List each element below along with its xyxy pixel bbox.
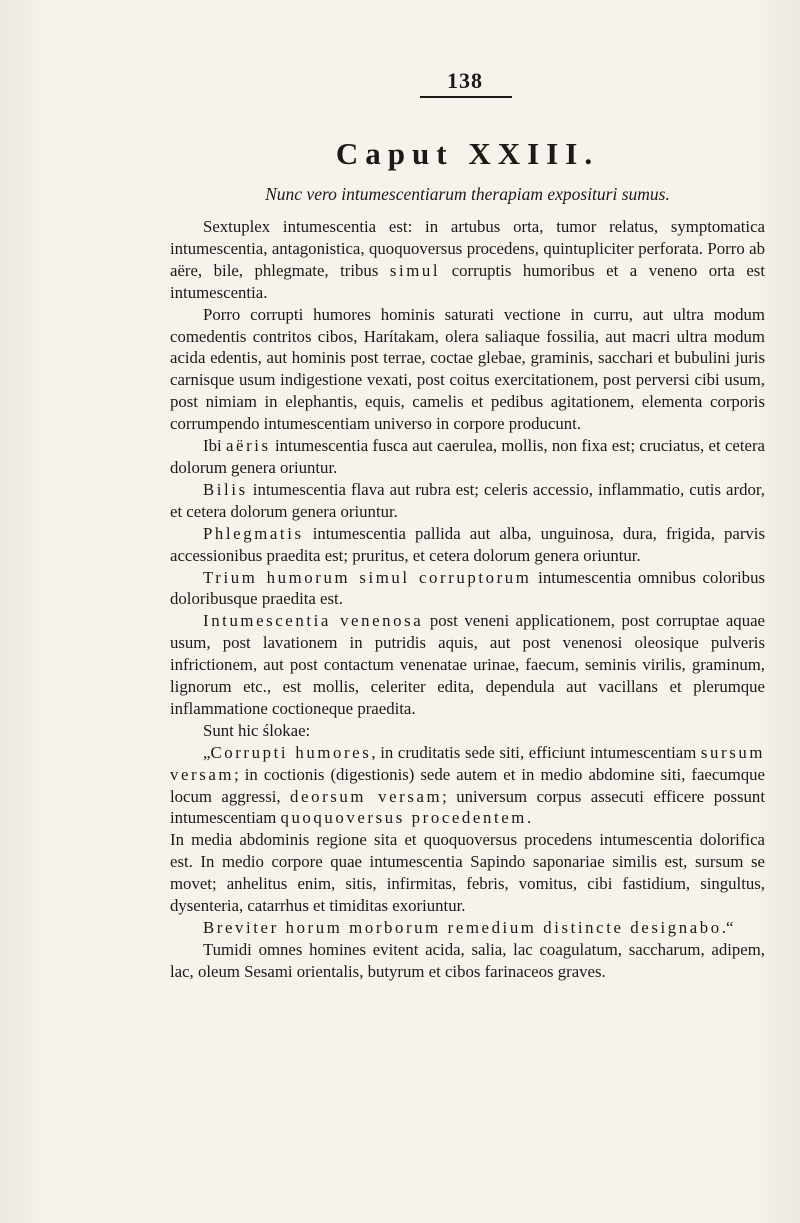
paragraph-7: Intumescentia venenosa post veneni applicationem, post corruptae aquae usum, post lavationem in putridis aquis, aut post venenosi oleosique pulveris infrictionem, aut post contactum venenatae urinae, faecum, seminis virilis, graminum, lignorum etc., est mollis, celeriter edita, dependula aut vacillans et plerumque inflammatione coctioneque praedita. (170, 611, 765, 718)
chapter-title: Caput XXIII. (335, 136, 600, 171)
paragraph-6: Trium humorum simul corruptorum intumescentia omnibus coloribus doloribusque praedita est. (170, 567, 765, 609)
paragraph-11: Breviter horum morborum remedium distincte designabo.“ (203, 918, 734, 937)
paragraph-12: Tumidi omnes homines evitent acida, salia, lac coagulatum, saccharum, adipem, lac, oleum Sesami orientalis, butyrum et cibos farinaceos graves. (170, 939, 765, 981)
paragraph-9-quote: „Corrupti humores, in cruditatis sede siti, efficiunt intumescentiam sursum versam; in coctionis (digestionis) sede autem et in medio abdomine siti, faecumque locum aggressi, deorsum versam; universum corpus assecuti efficere possunt intumescentiam quoquoversus procedentem. (170, 742, 765, 828)
paragraph-10: In media abdominis regione sita et quoquoversus procedens intumescentia dolorifica est. In medio corpore quae intumescentia Sapindo saponariae similis est, sursum se movet; anhelitus enim, sitis, infirmitas, febris, vomitus, cibi fastidium, singultus, dysenteria, catarrhus et timiditas exoriuntur. (170, 830, 765, 916)
chapter-subtitle: Nunc vero intumescentiarum therapiam exposituri sumus. (265, 184, 670, 204)
page-number: 138 (447, 68, 483, 93)
page-number-rule (420, 96, 512, 98)
paragraph-3: Ibi aëris intumescentia fusca aut caerulea, mollis, non fixa est; cruciatus, et cetera dolorum genera oriuntur. (170, 436, 765, 477)
paragraph-2: Porro corrupti humores hominis saturati vectione in curru, aut ultra modum comedentis contritos cibos, Harítakam, olera saliaque fossilia, aut macri ultra modum acida edentis, aut hominis post terrae, coctae glebae, graminis, sacchari et bubulini juris carnisque usum indigestione vexati, post coitus exercitationem, post perversi cibi usum, post nimiam in elephantis, equis, camelis et pedibus agitationem, elementa corporis corrumpendo intumescentiam universo in corpore producunt. (170, 304, 765, 434)
body-text (170, 216, 765, 983)
paragraph-8: Sunt hic ślokae: (203, 720, 311, 740)
paragraph-4: Bilis intumescentia flava aut rubra est; celeris accessio, inflammatio, cutis ardor, et cetera dolorum genera oriuntur. (170, 479, 765, 521)
paragraph-1: Sextuplex intumescentia est: in artubus orta, tumor relatus, symptomatica intumescentia, antagonistica, quoquoversus procedens, quintupliciter perforata. Porro ab aëre, bile, phlegmate, tribus simul corruptis humoribus et a veneno orta est intumescentia. (170, 217, 765, 302)
paragraph-5: Phlegmatis intumescentia pallida aut alba, unguinosa, dura, frigida, parvis accessionibus praedita est; pruritus, et cetera dolorum genera oriuntur. (170, 523, 765, 565)
